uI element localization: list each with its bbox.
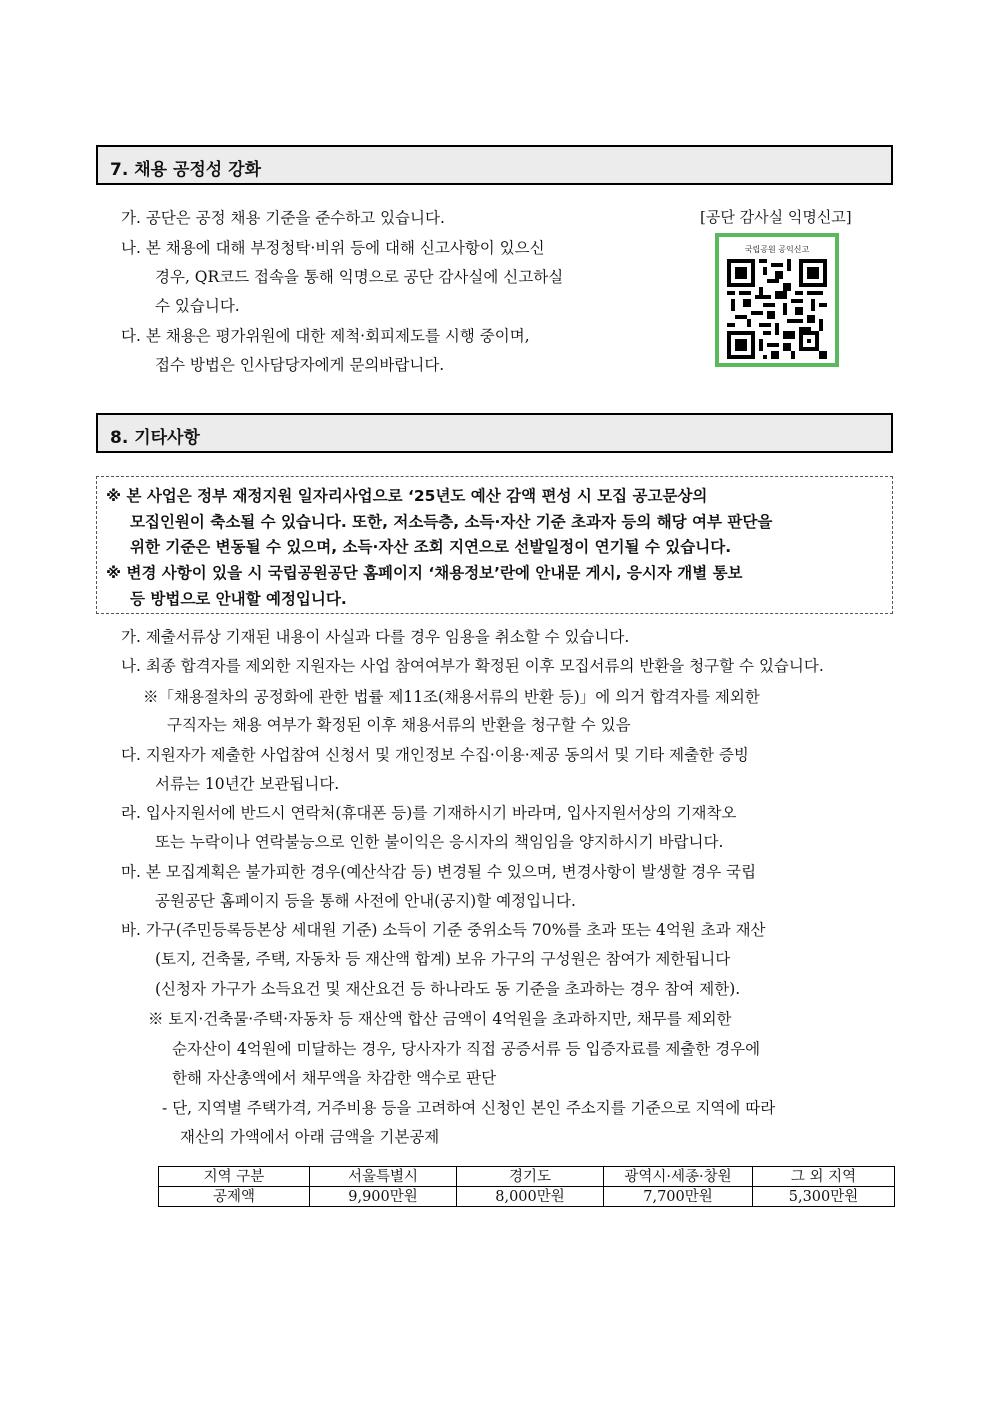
table-cell: 7,700만원: [604, 1187, 753, 1207]
notice-box: [96, 476, 893, 614]
table-header-cell: 광역시·세종·창원: [604, 1167, 753, 1187]
s8-line-ba-cont2: (신청자 가구가 소득요건 및 재산요건 등 하나라도 동 기준을 초과하는 경우 참여 제한).: [155, 980, 741, 998]
s8-line-da: 다. 지원자가 제출한 사업참여 신청서 및 개인정보 수집·이용·제공 동의서 및 기타 제출한 증빙: [121, 746, 749, 764]
s8-note-asset-cont1: 순자산이 4억원에 미달하는 경우, 당사자가 직접 공증서류 등 입증자료를 제출한 경우에: [172, 1040, 761, 1058]
s7-line-na: 나. 본 채용에 대해 부정청탁·비위 등에 대해 신고사항이 있으신: [121, 239, 545, 257]
qr-title: 국립공원 공익신고: [744, 245, 810, 254]
qr-caption: [공단 감사실 익명신고]: [700, 208, 852, 226]
table-header-cell: 서울특별시: [310, 1167, 457, 1187]
table-cell: 5,300만원: [753, 1187, 895, 1207]
qr-code-icon: [727, 259, 827, 359]
s8-line-da-cont: 서류는 10년간 보관됩니다.: [155, 775, 340, 793]
notice-line: 모집인원이 축소될 수 있습니다. 또한, 저소득층, 소득·자산 기준 초과자 등의 해당 여부 판단을: [130, 513, 773, 531]
table-header-row: [159, 1167, 895, 1187]
s8-dash-region-cont: 재산의 가액에서 아래 금액을 기본공제: [180, 1128, 440, 1146]
section8-header: [96, 413, 893, 453]
notice-line: ※ 변경 사항이 있을 시 국립공원공단 홈페이지 ‘채용정보’란에 안내문 게시, 응시자 개별 통보: [106, 564, 743, 582]
deduction-table: [158, 1166, 895, 1207]
s8-line-ma-cont: 공원공단 홈페이지 등을 통해 사전에 안내(공지)할 예정입니다.: [155, 892, 576, 910]
table-cell: 8,000만원: [457, 1187, 604, 1207]
table-header-cell: 경기도: [457, 1167, 604, 1187]
s8-line-ga: 가. 제출서류상 기재된 내용이 사실과 다를 경우 임용을 취소할 수 있습니다.: [121, 628, 630, 646]
s8-line-ba: 바. 가구(주민등록등본상 세대원 기준) 소득이 기준 중위소득 70%를 초과 또는 4억원 초과 재산: [121, 921, 766, 939]
section7-title: 7. 채용 공정성 강화: [110, 160, 261, 180]
qr-code[interactable]: [715, 233, 839, 367]
s8-note-asset-cont2: 한해 자산총액에서 채무액을 차감한 액수로 판단: [172, 1069, 497, 1087]
table-row: [159, 1187, 895, 1207]
table-cell: 공제액: [159, 1187, 310, 1207]
s8-dash-region: - 단, 지역별 주택가격, 거주비용 등을 고려하여 신청인 본인 주소지를 기준으로 지역에 따라: [162, 1099, 776, 1117]
s8-line-ra-cont: 또는 누락이나 연락불능으로 인한 불이익은 응시자의 책임임을 양지하시기 바랍니다.: [155, 833, 724, 851]
s8-note-asset: ※ 토지·건축물·주택·자동차 등 재산액 합산 금액이 4억원을 초과하지만, 채무를 제외한: [148, 1010, 732, 1028]
s8-line-ba-cont1: (토지, 건축물, 주택, 자동차 등 재산액 합계) 보유 가구의 구성원은 참여가 제한됩니다: [155, 950, 731, 968]
s8-line-na: 나. 최종 합격자를 제외한 지원자는 사업 참여여부가 확정된 이후 모집서류의 반환을 청구할 수 있습니다.: [121, 657, 824, 675]
table-cell: 9,900만원: [310, 1187, 457, 1207]
section8-title: 8. 기타사항: [110, 428, 200, 448]
section7-header: [96, 145, 893, 185]
table-header-cell: 지역 구분: [159, 1167, 310, 1187]
table-header-cell: 그 외 지역: [753, 1167, 895, 1187]
s7-line-da: 다. 본 채용은 평가위원에 대한 제척·회피제도를 시행 중이며,: [121, 327, 530, 345]
s8-line-ma: 마. 본 모집계획은 불가피한 경우(예산삭감 등) 변경될 수 있으며, 변경사항이 발생할 경우 국립: [121, 863, 757, 881]
s7-line-na-cont1: 경우, QR코드 접속을 통해 익명으로 공단 감사실에 신고하실: [155, 268, 564, 286]
s8-note-law-cont: 구직자는 채용 여부가 확정된 이후 채용서류의 반환을 청구할 수 있음: [167, 716, 631, 734]
notice-line: ※ 본 사업은 정부 재정지원 일자리사업으로 ‘25년도 예산 감액 편성 시 모집 공고문상의: [106, 487, 708, 505]
s7-line-ga: 가. 공단은 공정 채용 기준을 준수하고 있습니다.: [121, 209, 445, 227]
notice-line: 등 방법으로 안내할 예정입니다.: [130, 590, 347, 608]
s8-line-ra: 라. 입사지원서에 반드시 연락처(휴대폰 등)를 기재하시기 바라며, 입사지원서상의 기재착오: [121, 804, 737, 822]
s7-line-na-cont2: 수 있습니다.: [155, 297, 240, 315]
notice-line: 위한 기준은 변동될 수 있으며, 소득·자산 조회 지연으로 선발일정이 연기될 수 있습니다.: [130, 538, 732, 556]
s7-line-da-cont: 접수 방법은 인사담당자에게 문의바랍니다.: [155, 356, 445, 374]
s8-note-law: ※「채용절차의 공정화에 관한 법률 제11조(채용서류의 반환 등)」에 의거 합격자를 제외한: [143, 688, 760, 706]
